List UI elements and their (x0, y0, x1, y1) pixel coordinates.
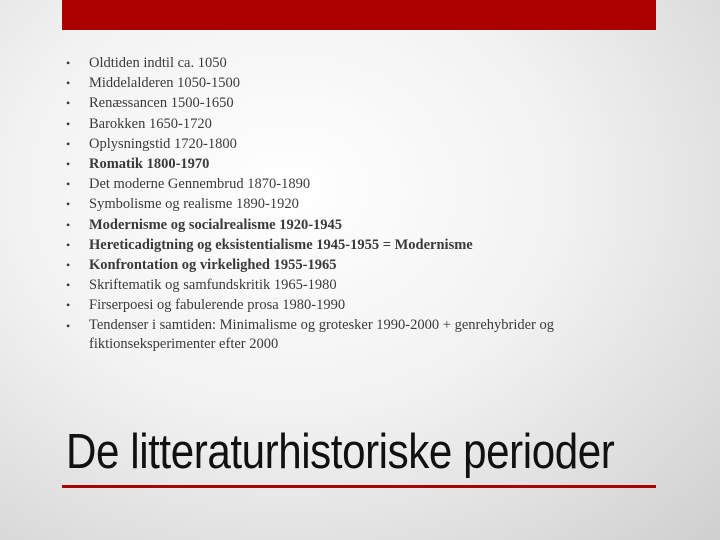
list-item (66, 255, 666, 275)
list-item-text: Konfrontation og virkelighed 1955-1965 (89, 257, 337, 274)
bullet-icon: • (66, 258, 71, 273)
list-item (66, 275, 666, 295)
bullet-icon: • (66, 56, 71, 70)
list-item-text: Barokken 1650-1720 (89, 115, 212, 132)
list-item-text: Firserpoesi og fabulerende prosa 1980-1990 (89, 297, 346, 314)
list-item (66, 53, 666, 73)
list-item-text: Det moderne Gennembrud 1870-1890 (89, 176, 311, 193)
list-item-text: Romatik 1800-1970 (89, 156, 210, 173)
slide-title: De litteraturhistoriske perioder (66, 425, 615, 479)
list-item (66, 295, 666, 315)
list-item (66, 235, 666, 255)
bullet-icon: • (66, 116, 71, 131)
bullet-icon: • (66, 298, 71, 313)
header-accent-bar (62, 0, 656, 30)
list-item-text: Hereticadigtning og eksistentialisme 1945-1955 = Modernisme (89, 236, 473, 253)
bullet-icon: • (66, 237, 71, 252)
list-item (66, 154, 666, 174)
bullet-icon: • (66, 136, 71, 151)
list-item (66, 215, 666, 235)
bullet-icon: • (66, 76, 71, 91)
bullet-icon: • (66, 197, 71, 212)
bullet-icon: • (66, 318, 71, 333)
list-item-text: Modernisme og socialrealisme 1920-1945 (89, 216, 343, 233)
list-item-text: Oplysningstid 1720-1800 (89, 135, 237, 152)
bullet-icon: • (66, 177, 71, 192)
list-item-text: Symbolisme og realisme 1890-1920 (89, 196, 299, 213)
list-item-text: Middelalderen 1050-1500 (89, 75, 241, 92)
list-item (66, 134, 666, 154)
list-item-text: Oldtiden indtil ca. 1050 (89, 55, 227, 71)
list-item (66, 114, 666, 134)
bullet-icon: • (66, 278, 71, 293)
list-item-text: Skriftematik og samfundskritik 1965-1980 (89, 277, 337, 294)
list-item (66, 174, 666, 194)
list-item (66, 194, 666, 214)
list-item (66, 93, 666, 113)
title-underline (62, 485, 656, 488)
list-item-text: Renæssancen 1500-1650 (89, 95, 234, 112)
bullet-icon: • (66, 217, 71, 232)
bullet-icon: • (66, 157, 71, 172)
period-list (66, 53, 666, 354)
list-item-text: Tendenser i samtiden: Minimalisme og grotesker 1990-2000 + genrehybrider og fiktionseksperimenter efter 2000 (89, 316, 555, 352)
list-item (66, 316, 666, 354)
bullet-icon: • (66, 96, 71, 111)
list-item (66, 73, 666, 93)
